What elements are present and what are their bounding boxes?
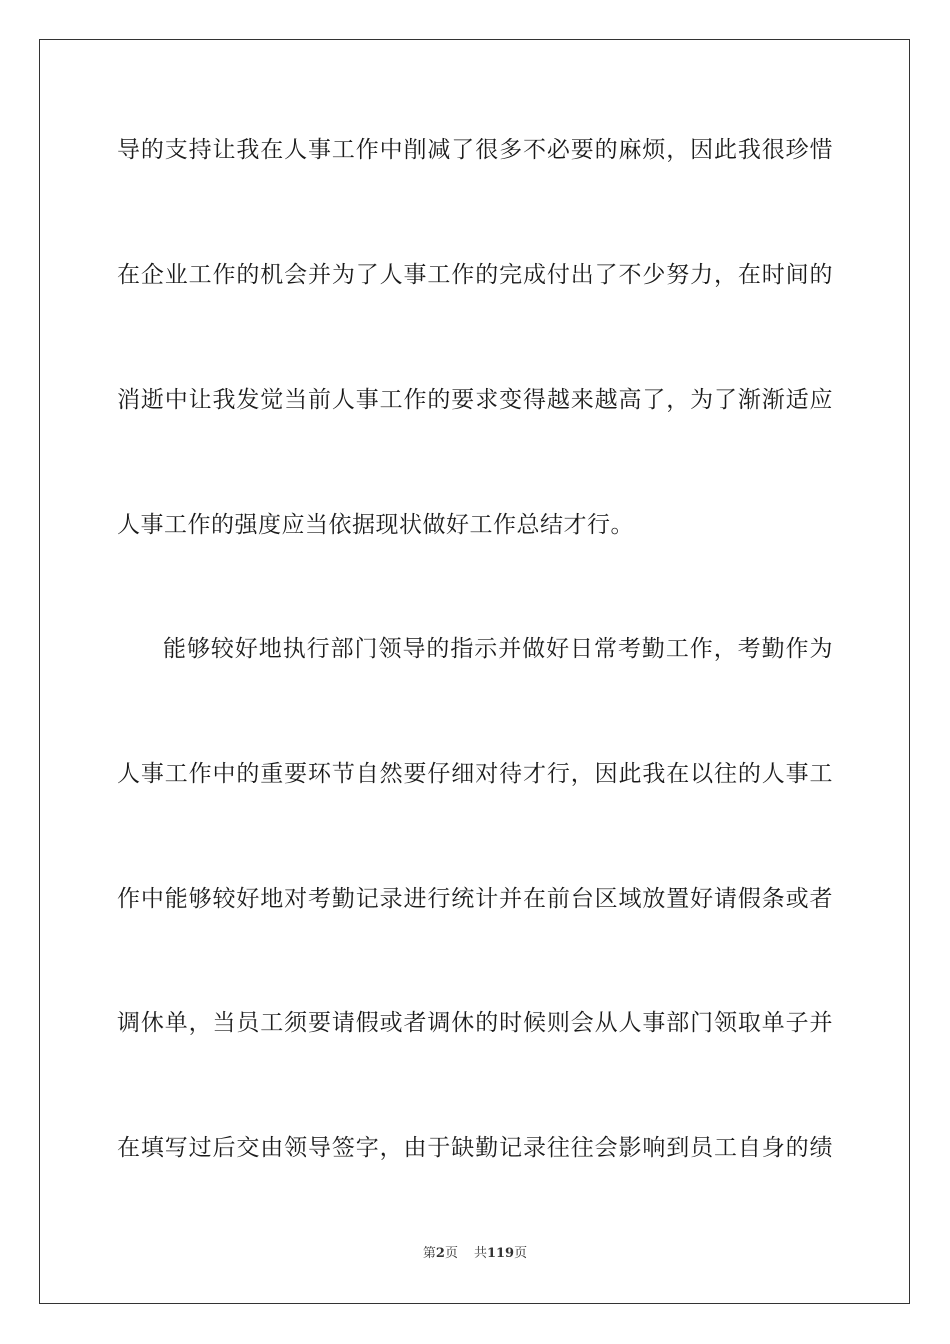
total-pages: 119 [486, 1246, 515, 1261]
body-text-line-4: 人事工作的强度应当依据现状做好工作总结才行。 [117, 512, 634, 538]
body-text-line-2: 在企业工作的机会并为了人事工作的完成付出了不少努力，在时间的 [117, 262, 833, 288]
page-number: 2 [435, 1246, 445, 1261]
body-text-line-8: 调休单，当员工须要请假或者调休的时候则会从人事部门领取单子并 [117, 1010, 833, 1036]
body-text-line-3: 消逝中让我发觉当前人事工作的要求变得越来越高了，为了渐渐适应 [117, 387, 833, 413]
page-suffix: 页 [444, 1246, 458, 1261]
page-footer [0, 1245, 950, 1263]
body-text-line-9: 在填写过后交由领导签字，由于缺勤记录往往会影响到员工自身的绩 [117, 1135, 833, 1161]
body-text-line-5: 能够较好地执行部门领导的指示并做好日常考勤工作，考勤作为 [163, 636, 833, 662]
body-text-line-1: 导的支持让我在人事工作中削减了很多不必要的麻烦，因此我很珍惜 [117, 137, 833, 163]
total-prefix: 共 [473, 1246, 487, 1261]
total-suffix: 页 [514, 1246, 528, 1261]
page-prefix: 第 [422, 1246, 436, 1261]
body-text-line-7: 作中能够较好地对考勤记录进行统计并在前台区域放置好请假条或者 [117, 886, 833, 912]
body-text-line-6: 人事工作中的重要环节自然要仔细对待才行，因此我在以往的人事工 [117, 761, 833, 787]
page-border [39, 39, 910, 1304]
